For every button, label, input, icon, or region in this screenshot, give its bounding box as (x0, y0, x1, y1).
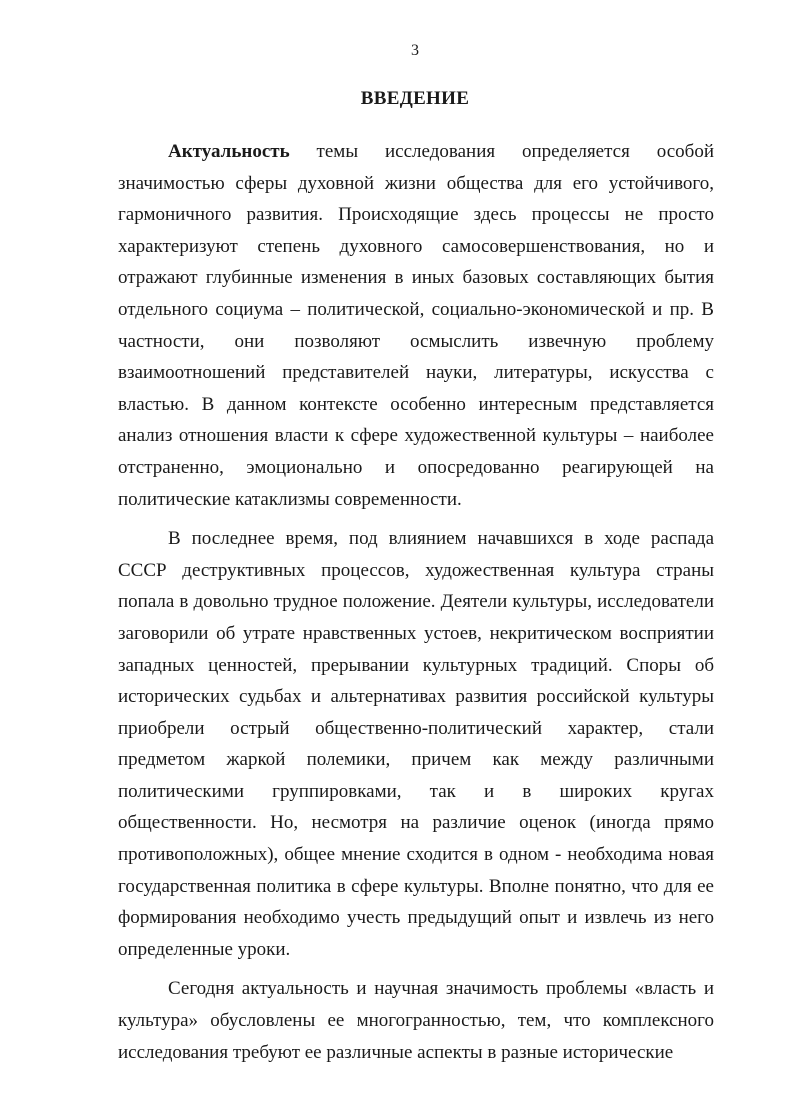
page-number: 3 (411, 42, 419, 59)
paragraph-recent-times: В последнее время, под влиянием начавшихся в ходе распада СССР деструктивных процессов, художественная культура страны попала в довольно трудное положение. Деятели культуры, исследователи заговорили об утрате нравственных устоев, некритическом восприятии западных ценностей, прерывании культурных традиций. Споры об исторических судьбах и альтернативах развития российской культуры приобрели острый общественно-политический характер, стали предметом жаркой полемики, причем как между различными политическими группировками, так и в широких кругах общественности. Но, несмотря на различие оценок (иногда прямо противоположных), общее мнение сходится в одном - необходима новая государственная политика в сфере культуры. Вполне понятно, что для ее формирования необходимо учесть предыдущий опыт и извлечь из него определенные уроки. (118, 528, 714, 960)
paragraph-today: Сегодня актуальность и научная значимость проблемы «власть и культура» обусловлены ее многогранностью, тем, что комплексного исследования требуют ее различные аспекты в разные исторические (118, 978, 714, 1063)
paragraph-lead-bold: Актуальность (168, 141, 290, 162)
body-text (118, 136, 714, 1068)
paragraph-text: темы исследования определяется особой значимостью сферы духовной жизни общества для его устойчивого, гармоничного развития. Происходящие здесь процессы не просто характеризуют степень духовного самосовершенствования, но и отражают глубинные изменения в иных базовых составляющих бытия отдельного социума – политической, социально-экономической и пр. В частности, они позволяют осмыслить извечную проблему взаимоотношений представителей науки, литературы, искусства с властью. В данном контексте особенно интересным представляется анализ отношения власти к сфере художественной культуры – наиболее отстраненно, эмоционально и опосредованно реагирующей на политические катаклизмы современности. (118, 141, 714, 510)
paragraph-relevance (118, 136, 714, 515)
page-title: ВВЕДЕНИЕ (360, 88, 470, 109)
